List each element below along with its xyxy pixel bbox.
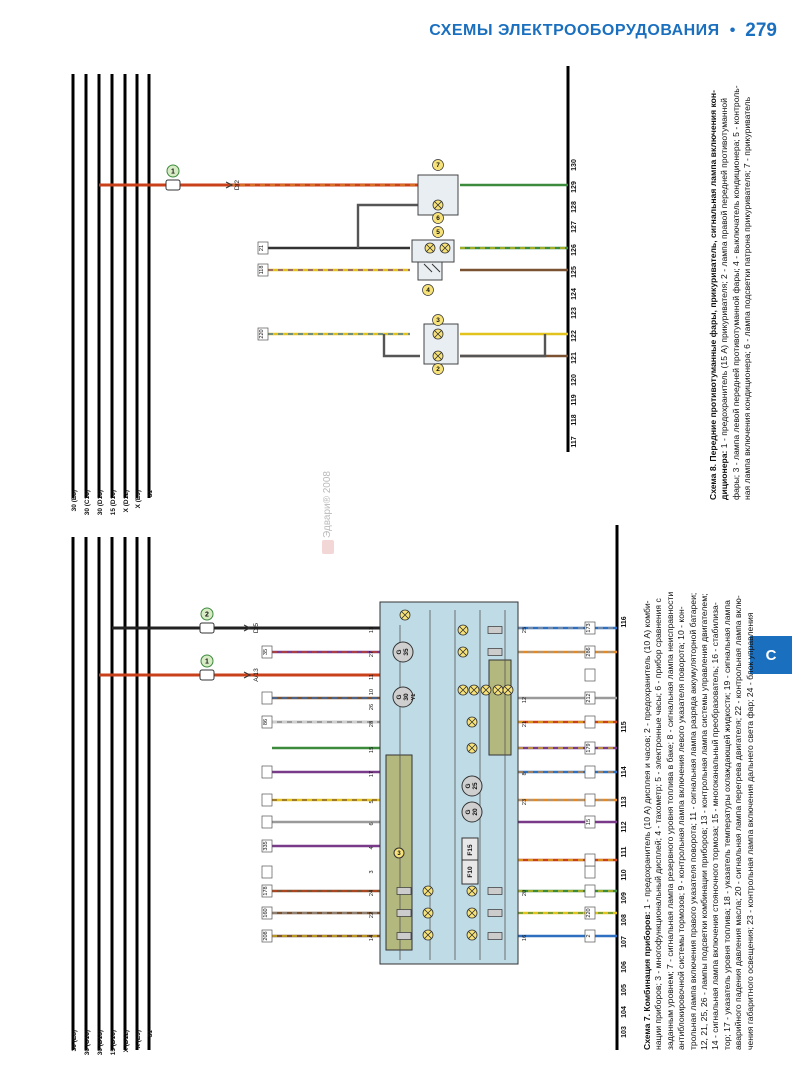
ref-label: 220 [586,908,592,918]
fuse-box-label: F10 [467,866,474,878]
ref-label: 286 [586,647,592,657]
diagram-labels [71,159,628,1055]
wire [384,334,420,356]
bus-tag: D/2 [234,179,241,191]
bus-tag: A/13 [253,668,260,682]
bus-lines [73,66,617,1053]
scheme8-caption-line: ная лампа включения кондиционера; 6 - лампа подсветки патрона прикуривателя; 7 - прикуриватель [742,96,753,500]
ref-box [585,866,595,878]
gauge-label-bottom: 35 [403,648,410,656]
pin-number: 15 [369,746,375,754]
fuse-icon [166,180,180,190]
resistor-icon [488,649,502,656]
bus-label-upper: 30 (E8) [71,490,78,512]
gauge-label-top: G [396,694,403,700]
scheme7-caption-line: тор; 17 - указатель уровня топлива; 18 - указатель температуры охлаждающей жидкости; 19 - сигнальная лампа [721,600,732,1050]
bus-label-upper: X (D12) [123,490,130,513]
bus-label-lower: 15 (D10) [110,1030,117,1056]
ref-box [585,716,595,728]
bus-label-upper: 31 [147,490,154,498]
scheme7-caption-line: 14 - сигнальная лампа включения стояночного тормоза; 15 - многоканальный преобразователь; 16 - стабилиза- [710,602,721,1050]
ref-label: 21 [259,244,265,252]
circuit-number: 112 [621,821,628,833]
pin-number: 11 [369,674,375,680]
circuit-number: 124 [571,288,578,300]
scheme7-caption-line: аварийного падения давления масла; 20 - сигнальная лампа перегрева двигателя; 22 - контрольная лампа вклю- [733,595,744,1050]
ref-box [262,766,272,778]
component-marker: 4 [426,287,430,295]
ref-label: 220 [259,329,265,339]
pin-number: 5 [369,800,375,804]
wire [460,334,545,356]
pin-number: 25 [522,626,528,634]
bus-label-lower: X (E9) [135,1030,142,1049]
fuse-icon [200,670,214,680]
ref-label: 35 [263,648,269,656]
circuit-number: 105 [621,984,628,996]
resistor-icon [488,627,502,634]
pin-number: 26 [369,703,375,711]
resistor-icon [488,910,502,917]
ref-label: 15 [586,818,592,826]
section-title: СХЕМЫ ЭЛЕКТРООБОРУДОВАНИЯ [429,22,720,39]
circuit-number: 113 [621,796,628,808]
circuit-number: 109 [621,892,628,904]
fuse-icon [200,623,214,633]
gauge-label-bottom: 30 [403,693,410,701]
bus-label-lower: 30 (D13) [97,1030,104,1056]
gauge-label-top: G [396,649,403,655]
pin-number: 23 [522,798,528,806]
circuit-number: 121 [571,352,578,364]
ref-box [262,866,272,878]
scheme7-caption-line: антиблокировочной системы тормозов; 9 - контрольная лампа включения левого указателя поворота; 10 - кон- [676,606,687,1050]
scheme7-caption-line: Схема 7. Комбинация приборов: 1 - предохранитель (10 А) дисплея и часов; 2 - предохранитель (10 А) комби- [642,600,652,1050]
circuit-number: 119 [571,394,578,406]
circuit-number: 117 [571,436,578,448]
ref-box [585,854,595,866]
gauge-label-bottom: 25 [472,782,479,790]
circuit-number: 129 [571,181,578,193]
scheme7-caption-line: трольная лампа включения правого указателя поворота; 11 - сигнальная лампа разряда аккумуляторной батареи; [687,592,698,1050]
pin-number: 6 [369,822,375,826]
scheme7-caption-title: Схема 7. Комбинация приборов: [642,911,652,1050]
header-bullet: • [729,22,736,39]
pin-number: 28 [369,720,375,728]
ref-label: 2 [586,934,592,938]
circuit-number: 108 [621,914,628,926]
bus-label-lower: 30 (E8) [71,1030,78,1052]
ref-label: 173 [586,623,592,633]
control-unit [489,660,511,755]
pin-number: 24 [369,889,375,897]
bus-label-upper: 30 (D13) [97,490,104,516]
circuit-number: 114 [621,766,628,778]
ref-label: 208 [263,931,269,941]
bus-label-upper: X (E9) [135,490,142,509]
pin-number: 14 [369,934,375,942]
bus-label-lower: 31 [147,1030,154,1038]
gauge-label-top: G [465,783,472,789]
bus-tag: D/5 [253,622,260,634]
wire [358,205,420,248]
ref-box [262,794,272,806]
bus-label-lower: 30 (C16) [84,1030,91,1056]
component-marker: 5 [436,229,440,237]
bus-label-upper: 30 (C16) [84,490,91,516]
ref-box [585,669,595,681]
circuit-number: 126 [571,244,578,256]
circuit-number: 106 [621,961,628,973]
ref-box [585,766,595,778]
pin-number: 10 [369,688,375,696]
gauge-label-bottom: 20 [472,808,479,816]
pin-number: 13 [369,626,375,634]
scheme7-caption-line: нации приборов; 3 - многофункциональный дисплей; 4 - тахометр; 5 - электронные часы; 6 - прибор сравнения с [653,598,664,1050]
circuit-number: 120 [571,374,578,386]
fuse-box-label: F15 [467,844,474,856]
circuit-number: 122 [571,330,578,342]
bus-label-upper: 15 (D10) [110,490,117,516]
circuit-number: 130 [571,159,578,171]
resistor-icon [488,933,502,940]
ref-label: 178 [263,886,269,896]
circuit-number: 116 [621,616,628,628]
pin-number: 12 [522,696,528,704]
circuit-number: 127 [571,221,578,233]
ref-box [262,816,272,828]
resistor-icon [488,888,502,895]
wire-lines [99,185,617,936]
circuit-number: 104 [621,1006,628,1018]
ref-label: 86 [263,718,269,726]
pin-number: 17 [369,770,375,778]
component-marker: 6 [436,215,440,223]
circuit-number: 123 [571,307,578,319]
circuit-number: 128 [571,201,578,213]
circuit-number: 125 [571,266,578,278]
pin-number: 8 [522,772,528,776]
pin-number: 21 [522,720,528,728]
gauge-sub: Y1 [411,693,417,701]
gauge-label-top: G [465,809,472,815]
circuit-number: 118 [571,414,578,426]
circuit-number: 115 [621,721,628,733]
pin-number: 27 [369,650,375,658]
pin-number: 16 [522,934,528,942]
circuit-number: 111 [621,846,628,858]
scheme7-caption-line: заданным уровнем; 7 - сигнальная лампа резервного уровня топлива в баке; 8 - сигнальная лампа неисправности [664,591,675,1050]
fuse-marker: 1 [171,168,175,176]
ref-box [262,692,272,704]
ref-box [585,885,595,897]
ref-box [585,794,595,806]
ref-label: 160 [263,908,269,918]
circuit-number: 107 [621,936,628,948]
scheme8-caption-line [708,50,719,500]
resistor-icon [397,933,411,940]
fuse-marker: 1 [205,658,209,666]
component-marker: 3 [436,317,440,325]
pin-number: 3 [369,870,375,874]
scheme7-caption-line: 12, 21, 25, 26 - лампы подсветки комбинации приборов; 13 - контрольная лампа системы управления двигателем; [699,593,710,1050]
fuse-marker: 2 [205,611,209,619]
component-marker: 3 [397,851,401,857]
resistor-icon [397,888,411,895]
ref-label: 212 [586,693,592,703]
pin-number: 22 [369,911,375,919]
component-marker: 7 [436,162,440,170]
pin-number: 4 [369,846,375,850]
component-marker: 2 [436,366,440,374]
circuit-number: 110 [621,869,628,881]
bus-label-lower: X (D12) [123,1030,130,1053]
ref-label: 335 [263,841,269,851]
section-tab[interactable]: C [750,636,792,674]
scheme7-caption [642,580,756,1050]
scheme8-caption-line: фары; 3 - лампа левой передней противотуманной фары; 4 - выключатель кондиционера; 5 - контроль- [730,85,741,500]
page-number: 279 [745,20,777,41]
scheme8-caption-title: Схема 8. Передние противотуманные фары, прикуриватель, сигнальная лампа включения кон- [708,90,718,500]
scheme8-caption-line: диционера: 1 - предохранитель (15 А) прикуривателя; 2 - лампа правой передней противотуманной [719,98,730,500]
scheme8-caption [708,50,754,500]
scheme7-caption-line: чения габаритного освещения; 23 - контрольная лампа включения дальнего света фар; 24 - блок управления [744,612,755,1050]
ref-label: 179 [586,743,592,753]
watermark: Эдвари® 2008 [322,471,333,538]
pin-number: 20 [522,889,528,897]
resistor-icon [397,910,411,917]
circuit-number: 103 [621,1026,628,1038]
ref-label: 118 [259,265,265,275]
